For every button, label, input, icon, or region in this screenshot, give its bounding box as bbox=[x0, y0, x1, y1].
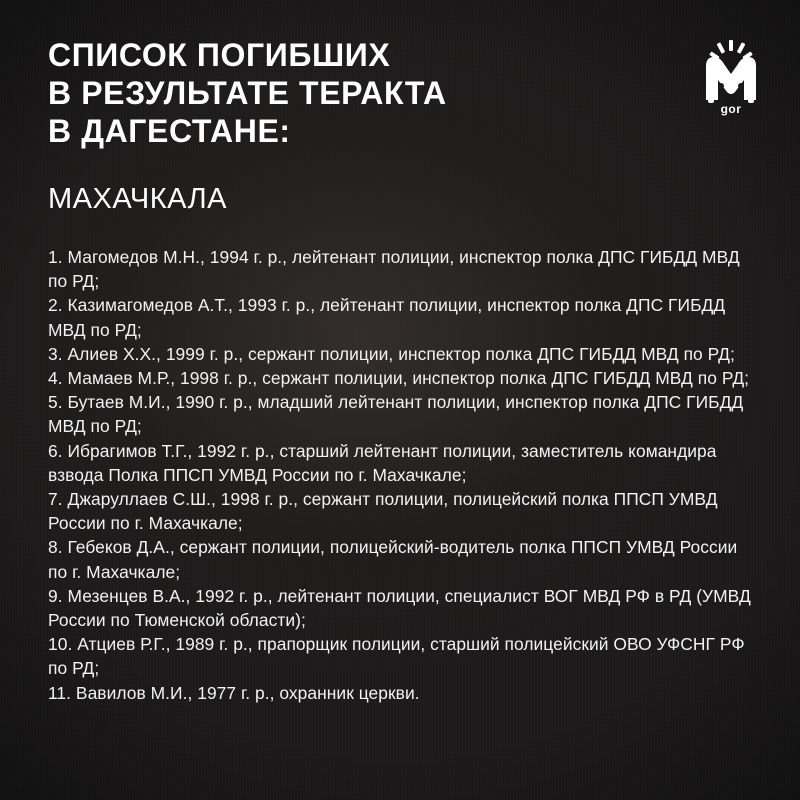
logo-text: gor bbox=[720, 102, 742, 116]
brand-logo bbox=[700, 40, 762, 118]
list-item: 10. Атциев Р.Г., 1989 г. р., прапорщик полиции, старший полицейский ОВО УФСНГ РФ по РД; bbox=[48, 634, 745, 679]
list-item: 11. Вавилов М.И., 1977 г. р., охранник церкви. bbox=[48, 682, 420, 703]
list-item: 9. Мезенцев В.А., 1992 г. р., лейтенант полиции, специалист ВОГ МВД РФ в РД (УМВД России по Тюменской области); bbox=[48, 585, 751, 631]
title-line-2: В РЕЗУЛЬТАТЕ ТЕРАКТА bbox=[48, 75, 447, 111]
list-item: 3. Алиев Х.Х., 1999 г. р., сержант полиции, инспектор полка ДПС ГИБДД МВД по РД; bbox=[48, 343, 735, 364]
sun-m-logo-icon bbox=[700, 40, 762, 104]
list-item: 5. Бутаев М.И., 1990 г. р., младший лейтенант полиции, инспектор полка ДПС ГИБДД МВД по РД; bbox=[48, 392, 744, 437]
title-line-3: В ДАГЕСТАНЕ: bbox=[48, 113, 291, 149]
list-item: 4. Мамаев М.Р., 1998 г. р., сержант полиции, инспектор полка ДПС ГИБДД МВД по РД; bbox=[48, 368, 750, 389]
list-item: 8. Гебеков Д.А., сержант полиции, полицейский-водитель полка ППСП УМВД России по г. Махачкале; bbox=[48, 537, 738, 582]
city-heading: МАХАЧКАЛА bbox=[48, 183, 227, 215]
list-item: 7. Джаруллаев С.Ш., 1998 г. р., сержант полиции, полицейский полка ППСП УМВД России по г. Махачкале; bbox=[48, 489, 718, 534]
page-title bbox=[48, 36, 447, 150]
list-item: 2. Казимагомедов А.Т., 1993 г. р., лейтенант полиции, инспектор полка ДПС ГИБДД МВД по РД; bbox=[48, 295, 726, 340]
list-item: 6. Ибрагимов Т.Г., 1992 г. р., старший лейтенант полиции, заместитель командира взвода Полка ППСП УМВД России по г. Махачкале; bbox=[48, 440, 717, 485]
victims-list bbox=[48, 245, 758, 705]
title-line-1: СПИСОК ПОГИБШИХ bbox=[48, 37, 391, 73]
list-item: 1. Магомедов М.Н., 1994 г. р., лейтенант полиции, инспектор полка ДПС ГИБДД МВД по РД; bbox=[48, 247, 740, 292]
